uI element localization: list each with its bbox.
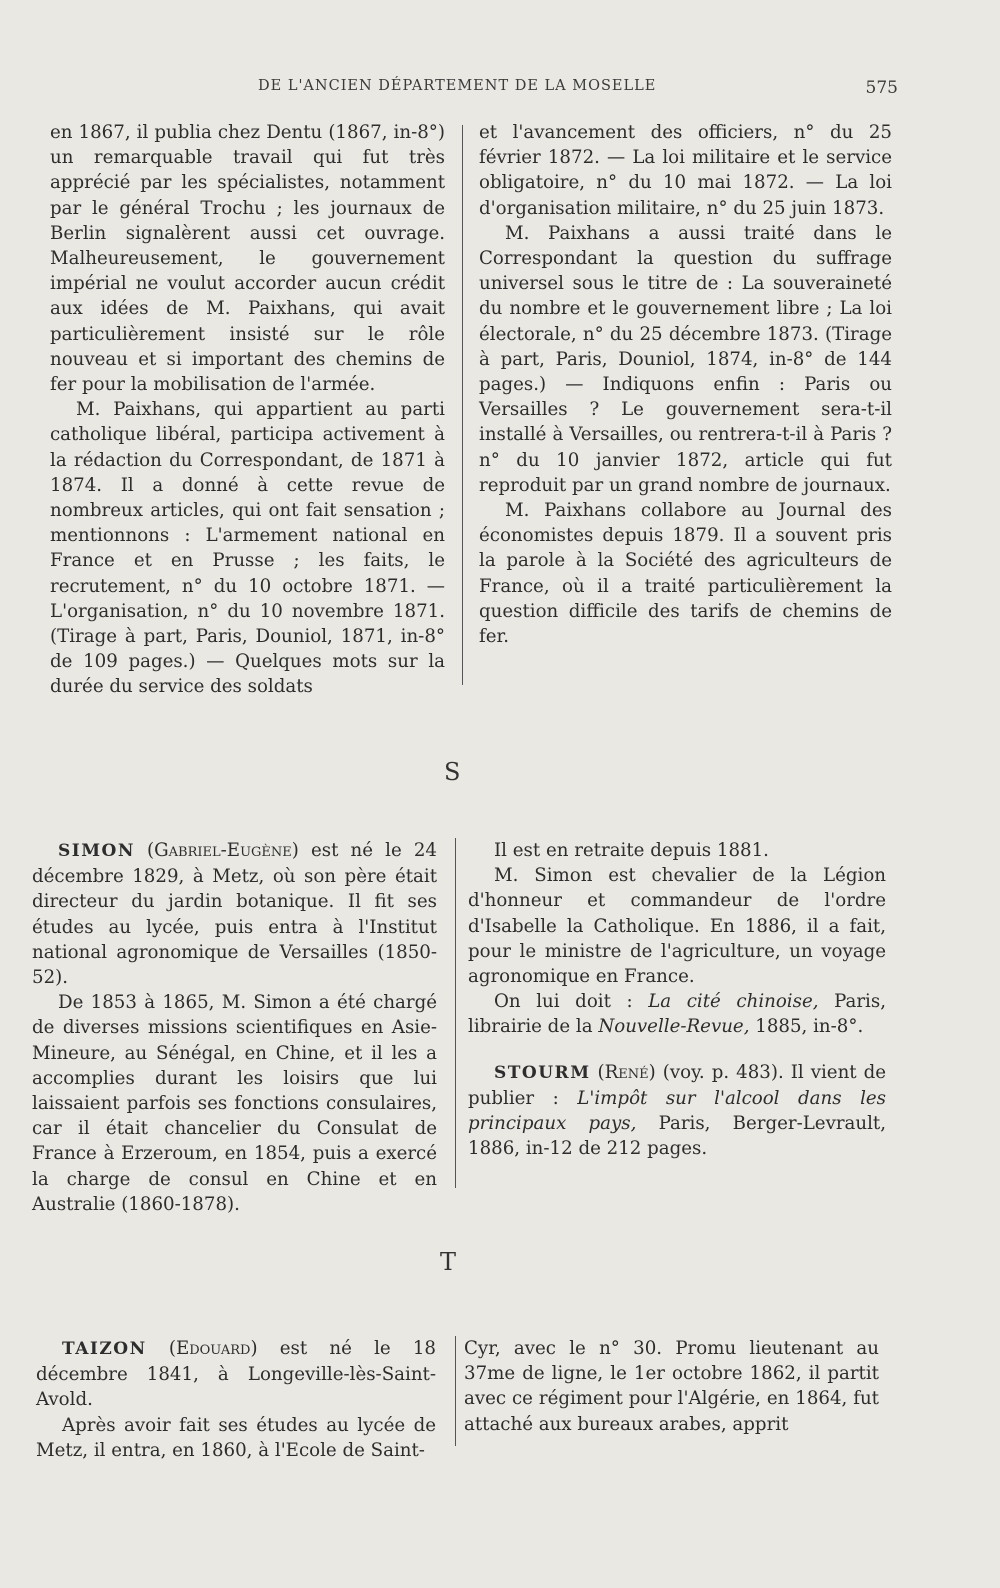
paixhans-paragraph-3: et l'avancement des officiers, n° du 25 février 1872. — La loi militaire et le service obligatoire, n° du 10 mai 1872. — La loi d'organisation militaire, n° du 25 juin 1873. [479, 122, 892, 219]
section-letter-t: T [440, 1248, 457, 1276]
simon-paragraph-4: M. Simon est chevalier de la Légion d'honneur et commandeur de l'ordre d'Isabelle la Catholique. En 1886, il a fait, pour le ministre de l'agriculture, un voyage agronomique en France. [468, 865, 886, 988]
taizon-right-column [464, 1336, 879, 1437]
column-divider [455, 838, 456, 1188]
column-divider [455, 1336, 456, 1446]
paixhans-paragraph-4: M. Paixhans a aussi traité dans le Correspondant la question du suffrage universel sous le titre de : La souveraineté du nombre et le gouvernement libre ; La loi électorale, n° du 25 décembre 1873. (Tirage à part, Paris, Douniol, 1874, in-8° de 144 pages.) — Indiquons enfin : Paris ou Versailles ? Le gouvernement sera-t-il installé à Versailles, ou rentrera-t-il à Paris ? n° du 10 janvier 1872, article qui fut reproduit par un grand nombre de journaux. [479, 222, 892, 496]
taizon-paragraph-1: est né le 18 décembre 1841, à Longeville-lès-Saint-Avold. [36, 1338, 436, 1411]
taizon-paragraph-2: Après avoir fait ses études au lycée de Metz, il entra, en 1860, à l'Ecole de Saint- [36, 1414, 436, 1461]
header-title: DE L'ANCIEN DÉPARTEMENT DE LA MOSELLE [258, 78, 657, 94]
simon-paragraph-3: Il est en retraite depuis 1881. [494, 840, 769, 861]
taizon-left-column: TAIZON (Edouard) est né le 18 décembre 1841, à Longeville-lès-Saint-Avold. Après avoir fait ses études au lycée de Metz, il entra, en 1860, à l'Ecole de Saint- [36, 1336, 436, 1463]
taizon-paragraph-3: Cyr, avec le n° 30. Promu lieutenant au 37me de ligne, le 1er octobre 1862, il partit avec ce régiment pour l'Algérie, en 1864, fut attaché aux bureaux arabes, apprit [464, 1338, 879, 1435]
section-letter-s: S [444, 758, 461, 786]
stourm-entry: STOURM (René) (voy. p. 483). Il vient de publier : L'impôt sur l'alcool dans les principaux pays, Paris, Berger-Levrault, 1886, in-12 de 212 pages. [468, 1061, 887, 1160]
page-number: 575 [865, 78, 898, 98]
entry-name-simon: SIMON [58, 841, 135, 861]
paixhans-paragraph-2: M. Paixhans, qui appartient au parti catholique libéral, participa activement à la rédaction du Correspondant, de 1871 à 1874. Il a donné à cette revue de nombreux articles, qui ont fait sensation ; mentionnons : L'armement national en France et en Prusse ; les faits, le recrutement, n° du 10 octobre 1871. — L'organisation, n° du 10 novembre 1871. (Tirage à part, Paris, Douniol, 1871, in-8° de 109 pages.) — Quelques mots sur la durée du service des soldats [50, 399, 445, 698]
block1-left-column [50, 120, 445, 700]
simon-paragraph-1: est né le 24 décembre 1829, à Metz, où son père était directeur du jardin botanique. Il fit ses études au lycée, puis entra à l'Institut national agronomique de Versailles (1850-52). [32, 840, 437, 989]
entry-name-taizon: TAIZON [62, 1339, 147, 1359]
entry-name-stourm: STOURM [494, 1062, 591, 1083]
paixhans-paragraph-5: M. Paixhans collabore au Journal des économistes depuis 1879. Il a souvent pris la parole à la Société des agriculteurs de France, où il a traité particulièrement la question difficile des tarifs de chemins de fer. [479, 500, 892, 648]
simon-paragraph-5: On lui doit : La cité chinoise, Paris, librairie de la Nouvelle-Revue, 1885, in-8°. [468, 991, 886, 1038]
paixhans-paragraph-1: en 1867, il publia chez Dentu (1867, in-8°) un remarquable travail qui fut très apprécié par les spécialistes, notamment par le général Trochu ; les journaux de Berlin signalèrent aussi cet ouvrage. Malheureusement, le gouvernement impérial ne voulut accorder aucun crédit aux idées de M. Paixhans, qui avait particulièrement insisté sur le rôle nouveau et si important des chemins de fer pour la mobilisation de l'armée. [50, 122, 445, 396]
block1-right-column [479, 120, 892, 649]
simon-right-column [468, 838, 886, 1161]
simon-firstnames: (Gabriel-Eugène) [147, 840, 299, 861]
simon-left-column [32, 838, 437, 1217]
column-divider [462, 125, 463, 685]
simon-paragraph-2: De 1853 à 1865, M. Simon a été chargé de diverses missions scientifiques en Asie-Mineure, au Sénégal, en Chine, et il les a accomplies durant les loisirs que lui laissaient parfois ses fonctions consulaires, car il était chancelier du Consulat de France à Erzeroum, en 1854, puis a exercé la charge de consul en Chine et en Australie (1860-1878). [32, 992, 437, 1215]
